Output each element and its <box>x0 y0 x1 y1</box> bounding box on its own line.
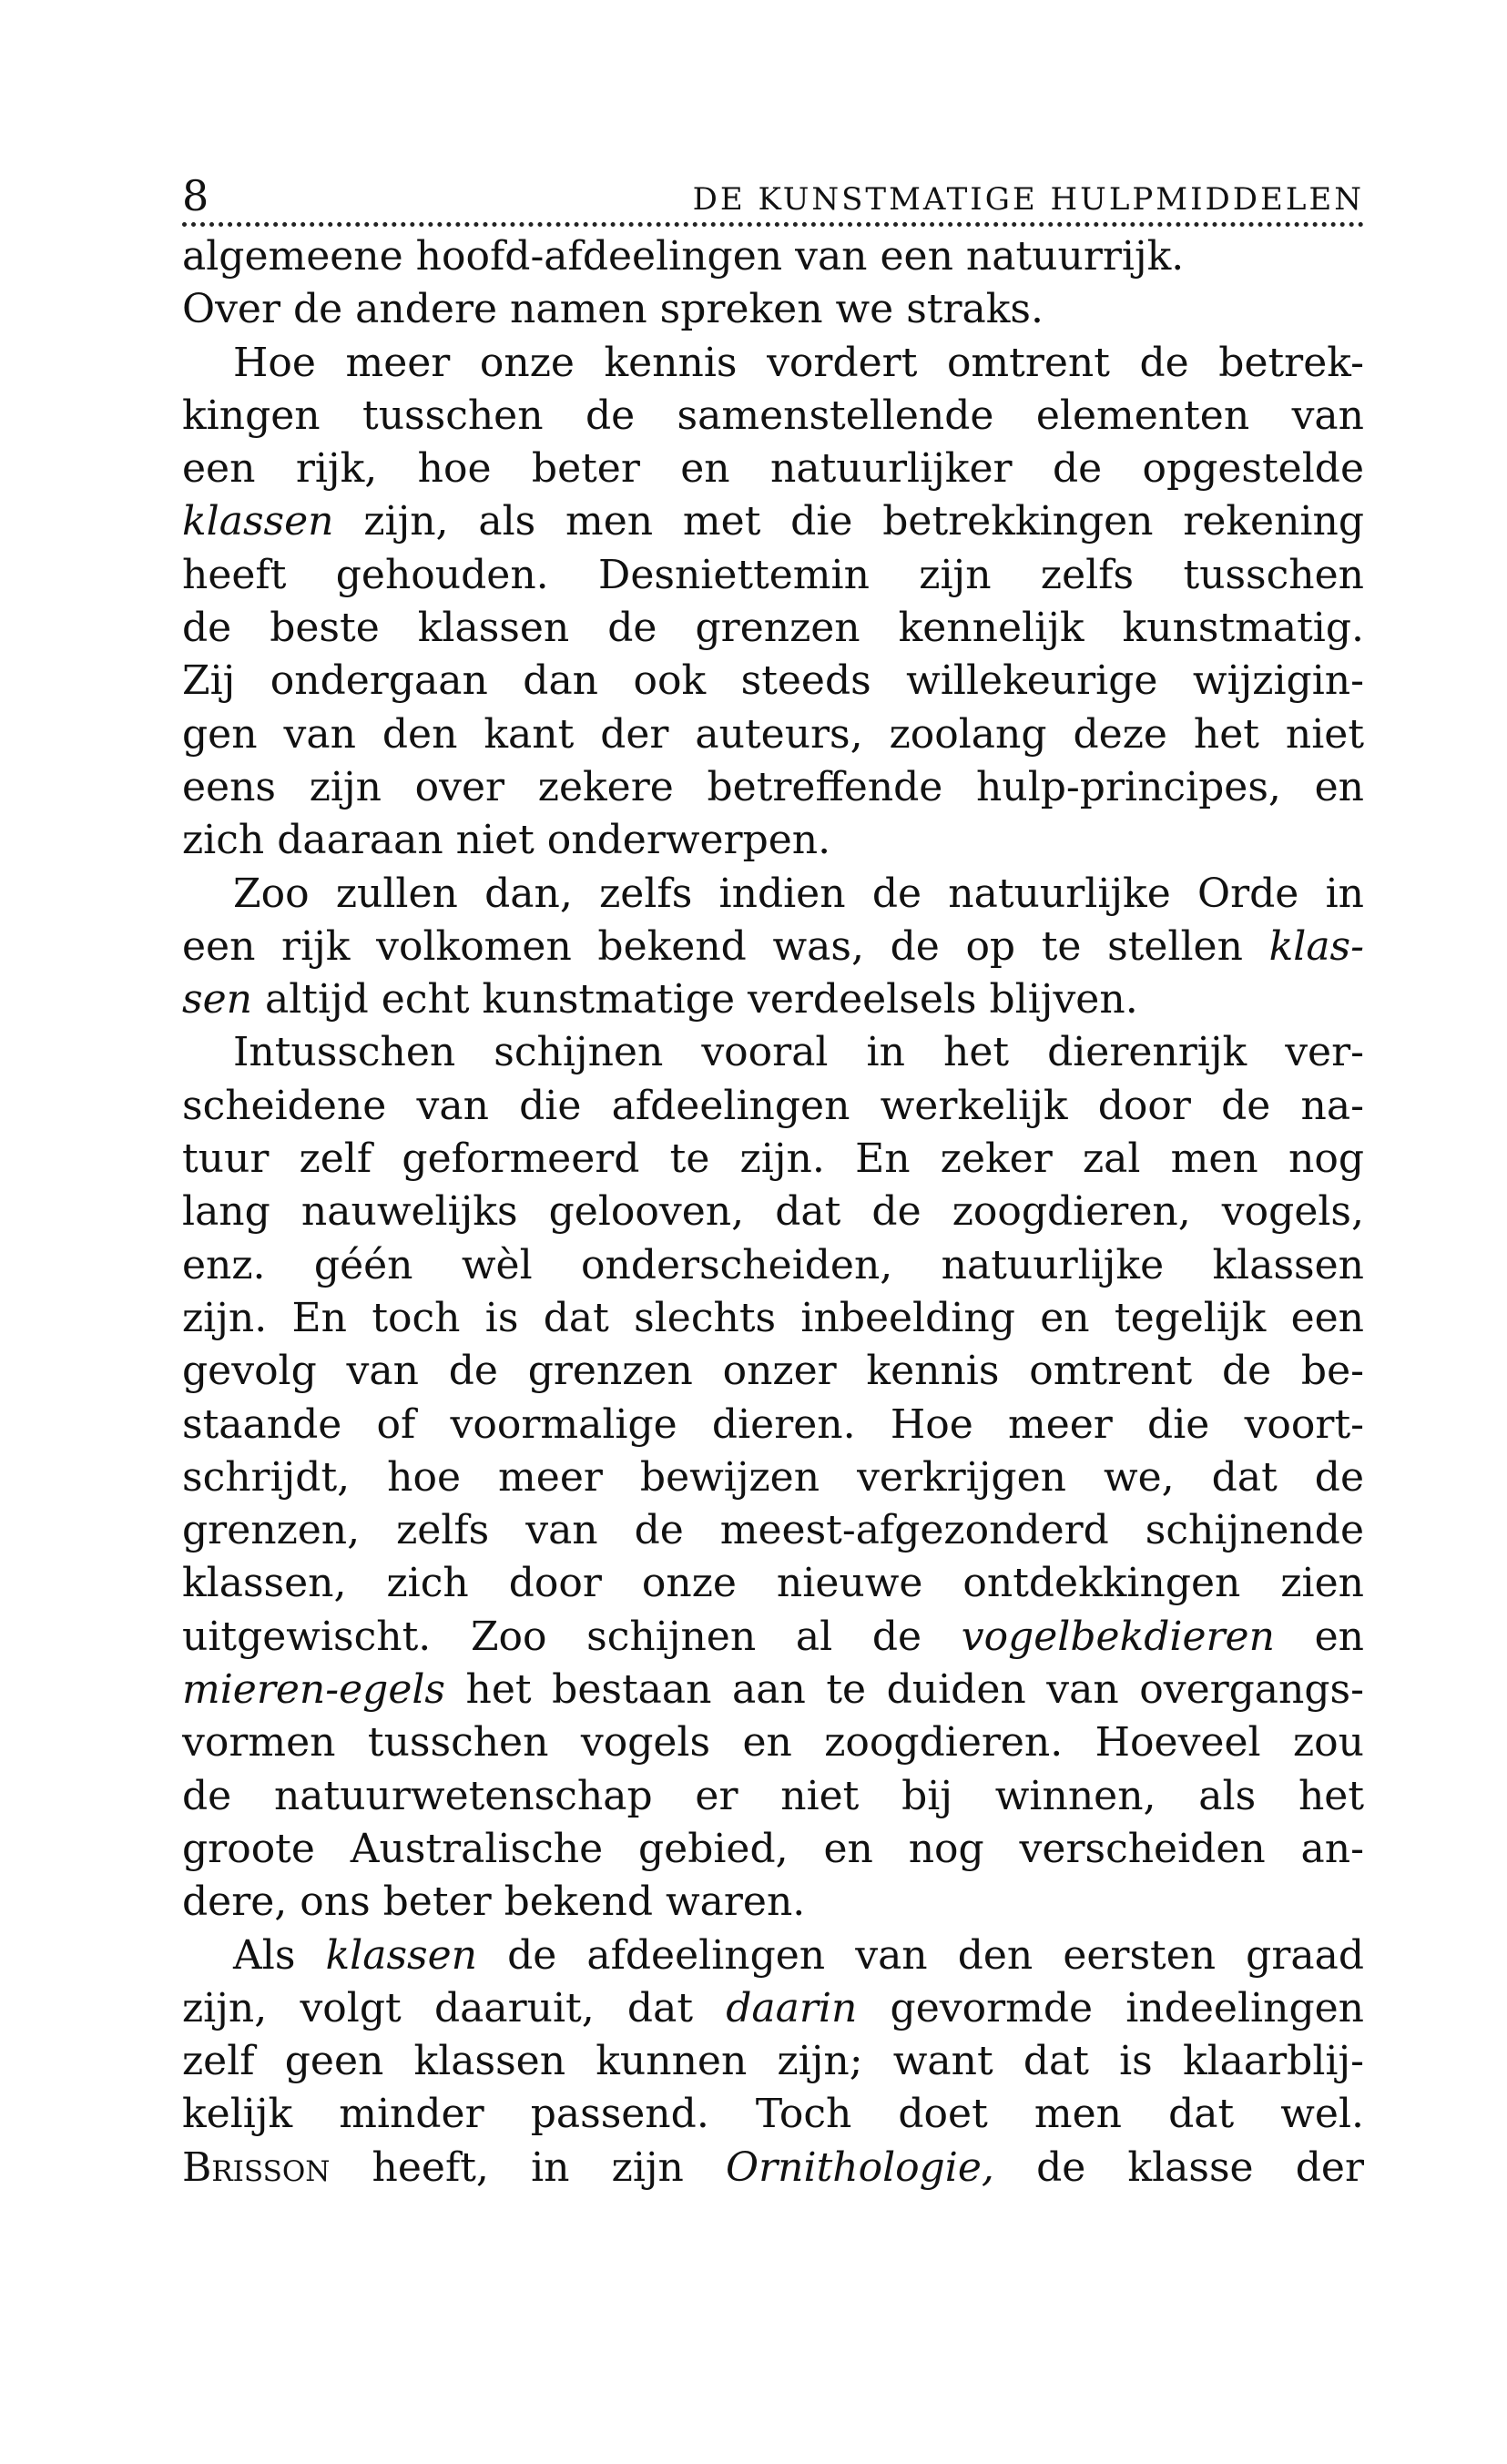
text-segment: heeft, in zijn <box>330 2143 727 2191</box>
italic-term: klassen <box>182 498 334 545</box>
text-segment: tuur zelf geformeerd te zijn. En zeker zal men nog <box>182 1135 1364 1183</box>
text-line <box>182 337 1364 390</box>
text-segment: heeft gehouden. Desniettemin zijn zelfs tusschen <box>182 551 1364 598</box>
text-line <box>182 1929 1364 1982</box>
text-line <box>182 390 1364 443</box>
text-line <box>182 2035 1364 2088</box>
text-segment: gen van den kant der auteurs, zoolang deze het niet <box>182 710 1364 758</box>
text-line <box>182 1186 1364 1238</box>
text-segment: een rijk volkomen bekend was, de op te stellen <box>182 922 1269 970</box>
text-segment: Zoo zullen dan, zelfs indien de natuurlijke Orde in <box>233 870 1364 917</box>
text-line <box>182 1133 1364 1186</box>
text-line <box>182 761 1364 814</box>
text-line <box>182 1026 1364 1079</box>
text-segment: de beste klassen de grenzen kennelijk kunstmatig. <box>182 605 1364 652</box>
body-text <box>182 230 1364 2194</box>
running-head: DE KUNSTMATIGE HULPMIDDELEN <box>692 181 1364 218</box>
text-segment: zijn, volgt daaruit, dat <box>182 1984 727 2031</box>
page-number: 8 <box>182 171 209 220</box>
text-segment: kingen tusschen de samenstellende elementen van <box>182 392 1364 439</box>
text-segment: de afdeelingen van den eersten graad <box>477 1931 1364 1979</box>
text-line <box>182 1664 1364 1716</box>
text-line <box>182 1345 1364 1398</box>
text-segment: uitgewischt. Zoo schijnen al de <box>182 1613 962 1660</box>
text-segment: zelf geen klassen kunnen zijn; want dat is klaarblij- <box>182 2038 1364 2085</box>
text-line <box>182 495 1364 548</box>
text-segment: de natuurwetenschap er niet bij winnen, als het <box>182 1772 1364 1819</box>
italic-term: vogelbekdieren <box>961 1613 1275 1660</box>
text-segment: en <box>1274 1613 1364 1660</box>
text-segment: schrijdt, hoe meer bewijzen verkrijgen we, dat de <box>182 1453 1364 1501</box>
author-name: Brisson <box>182 2143 331 2191</box>
italic-term: klassen <box>325 1931 478 1979</box>
text-line <box>182 1876 1364 1929</box>
text-line <box>182 2088 1364 2141</box>
text-segment: gevormde indeelingen <box>857 1984 1364 2031</box>
text-line <box>182 868 1364 921</box>
text-segment: dere, ons beter bekend waren. <box>182 1879 806 1926</box>
text-line <box>182 814 1364 867</box>
text-line <box>182 1823 1364 1876</box>
text-line <box>182 1292 1364 1345</box>
text-line <box>182 1770 1364 1823</box>
text-line <box>182 1982 1364 2035</box>
text-line <box>182 283 1364 336</box>
text-line <box>182 921 1364 973</box>
text-segment: Hoe meer onze kennis vordert omtrent de betrek- <box>233 339 1364 386</box>
text-line <box>182 1080 1364 1133</box>
text-line <box>182 708 1364 761</box>
text-line <box>182 655 1364 708</box>
book-page <box>182 162 1364 2194</box>
text-segment: zijn, als men met die betrekkingen rekening <box>333 498 1364 545</box>
italic-term: mieren-egels <box>182 1666 446 1714</box>
italic-term: Ornithologie, <box>726 2143 994 2191</box>
text-line <box>182 1504 1364 1557</box>
text-line <box>182 973 1364 1026</box>
text-segment: het bestaan aan te duiden van overgangs- <box>445 1666 1364 1714</box>
text-segment: algemeene hoofd-afdeelingen van een natuurrijk. <box>182 233 1185 280</box>
text-line <box>182 1399 1364 1451</box>
text-line <box>182 602 1364 655</box>
italic-term: sen <box>182 976 252 1023</box>
text-line <box>182 1611 1364 1664</box>
text-segment: een rijk, hoe beter en natuurlijker de opgestelde <box>182 445 1364 493</box>
text-line <box>182 549 1364 602</box>
text-segment: staande of voormalige dieren. Hoe meer die voort- <box>182 1400 1364 1448</box>
text-segment: klassen, zich door onze nieuwe ontdekkingen zien <box>182 1560 1364 1607</box>
text-segment: kelijk minder passend. Toch doet men dat wel. <box>182 2091 1364 2138</box>
text-segment: Over de andere namen spreken we straks. <box>182 286 1044 333</box>
text-segment: lang nauwelijks gelooven, dat de zoogdieren, vogels, <box>182 1188 1364 1236</box>
text-line <box>182 1451 1364 1504</box>
text-segment: zich daaraan niet onderwerpen. <box>182 817 831 864</box>
text-line <box>182 2142 1364 2194</box>
text-segment: grenzen, zelfs van de meest-afgezonderd schijnende <box>182 1507 1364 1554</box>
text-segment: groote Australische gebied, en nog verscheiden an- <box>182 1825 1364 1872</box>
text-segment: scheidene van die afdeelingen werkelijk door de na- <box>182 1082 1364 1129</box>
text-line <box>182 230 1364 283</box>
text-segment: gevolg van de grenzen onzer kennis omtrent de be- <box>182 1348 1364 1395</box>
text-segment: Zij ondergaan dan ook steeds willekeurige wijzigin- <box>182 657 1364 705</box>
italic-term: daarin <box>726 1984 858 2031</box>
italic-term: klas- <box>1268 922 1364 970</box>
text-segment: Intusschen schijnen vooral in het dierenrijk ver- <box>233 1029 1364 1076</box>
text-segment: eens zijn over zekere betreffende hulp-principes, en <box>182 763 1364 810</box>
text-segment: enz. géén wèl onderscheiden, natuurlijke klassen <box>182 1241 1364 1288</box>
text-line <box>182 443 1364 495</box>
text-segment: vormen tusschen vogels en zoogdieren. Hoeveel zou <box>182 1719 1364 1767</box>
text-segment: de klasse der <box>993 2143 1364 2191</box>
text-line <box>182 1557 1364 1610</box>
page-header <box>182 162 1364 227</box>
text-line <box>182 1239 1364 1292</box>
text-segment: altijd echt kunstmatige verdeelsels blijven. <box>251 976 1138 1023</box>
text-segment: zijn. En toch is dat slechts inbeelding en tegelijk een <box>182 1294 1364 1341</box>
text-segment: Als <box>233 1931 326 1979</box>
text-line <box>182 1716 1364 1769</box>
